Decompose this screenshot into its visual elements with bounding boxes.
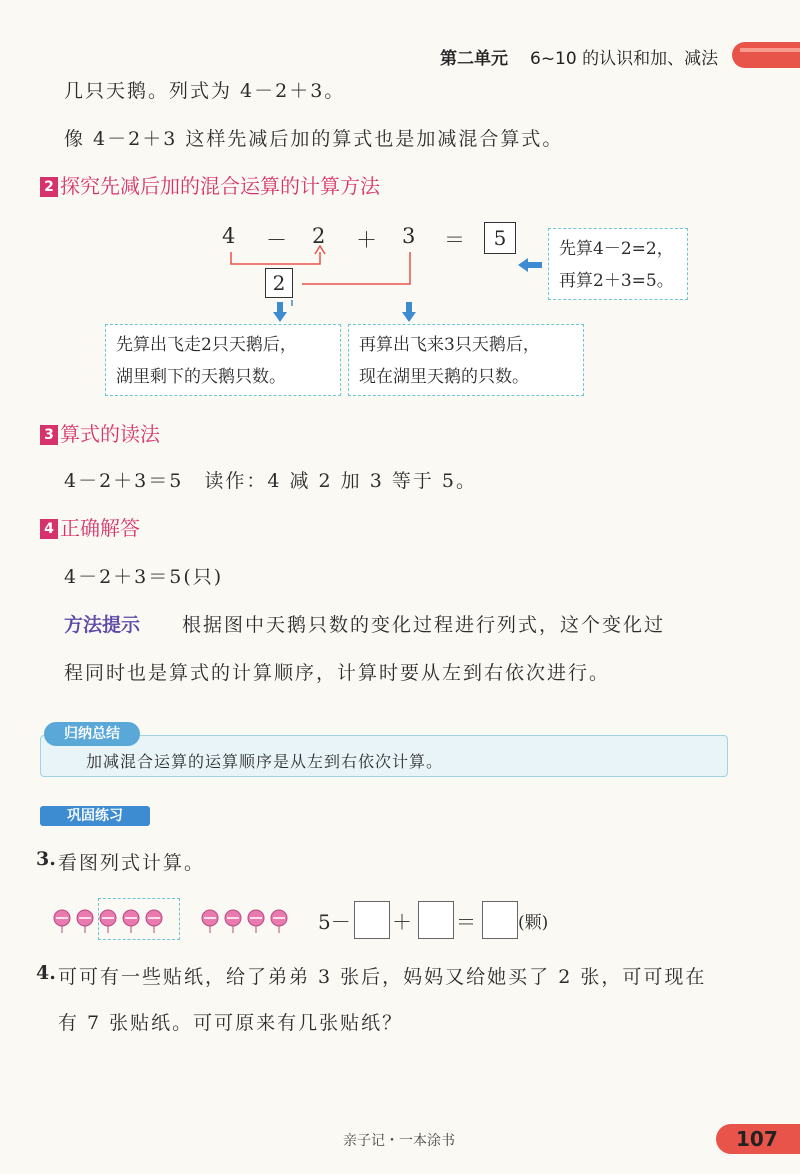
section-4-title: 正确解答	[60, 516, 140, 540]
section-3-heading	[40, 418, 160, 447]
header-ribbon-stripe	[740, 48, 800, 52]
q3-unit: (颗)	[518, 913, 549, 933]
eq-operand-a: 4	[222, 224, 236, 248]
explain-right-line-2: 现在湖里天鹅的只数。	[359, 367, 529, 387]
explain-box-left	[105, 324, 341, 396]
explain-left-line-2: 湖里剩下的天鹅只数。	[116, 367, 286, 387]
q3-equals: ＝	[456, 910, 476, 934]
explain-right-line-1: 再算出飞来3只天鹅后，	[359, 335, 540, 355]
section-4-heading	[40, 512, 140, 541]
down-arrow-icon	[402, 302, 416, 322]
calc-note-line-1: 先算4－2=2，	[559, 239, 674, 259]
intro-line-2: 像 4－2＋3 这样先减后加的算式也是加减混合算式。	[64, 128, 564, 150]
q4-line-2: 有 7 张贴纸。可可原来有几张贴纸？	[58, 1012, 404, 1034]
q3-text: 看图列式计算。	[58, 852, 206, 874]
intro-line-1: 几只天鹅。列式为 4－2＋3。	[64, 80, 346, 102]
unit-subtitle: 6~10 的认识和加、减法	[530, 49, 719, 69]
header-ribbon	[732, 42, 800, 68]
eq-op-minus: －	[266, 228, 287, 252]
intermediate-result-box: 2	[265, 268, 293, 298]
eq-operand-c: 3	[402, 224, 416, 248]
section-3-number: 3	[40, 425, 58, 445]
unit-title: 第二单元	[440, 49, 508, 69]
q3-answer-box-3[interactable]	[482, 901, 518, 939]
tip-line-2: 程同时也是算式的计算顺序，计算时要从左到右依次进行。	[64, 662, 611, 684]
q4-line-1: 可可有一些贴纸，给了弟弟 3 张后，妈妈又给她买了 2 张，可可现在	[58, 966, 707, 988]
eq-result-box: 5	[484, 222, 516, 254]
practice-label: 巩固练习	[40, 806, 150, 826]
eq-op-plus: ＋	[356, 228, 377, 252]
q4-number: 4.	[36, 962, 56, 984]
section-2-title: 探究先减后加的混合运算的计算方法	[60, 174, 380, 198]
q3-answer-box-1[interactable]	[354, 901, 390, 939]
q3-expr-prefix: 5－	[318, 910, 351, 934]
section-2-heading	[40, 170, 380, 199]
explain-left-line-1: 先算出飞走2只天鹅后，	[116, 335, 297, 355]
eq-operand-b: 2	[312, 224, 326, 248]
tip-label: 方法提示	[64, 614, 141, 636]
page-number: 107	[736, 1127, 778, 1151]
tip-line-1: 根据图中天鹅只数的变化过程进行列式，这个变化过	[182, 614, 666, 636]
candy-illustration	[50, 904, 300, 934]
q3-answer-box-2[interactable]	[418, 901, 454, 939]
footer-brand: 亲子记・一本涂书	[343, 1133, 455, 1149]
calc-note-line-2: 再算2＋3=5。	[559, 271, 674, 291]
explain-box-right	[348, 324, 584, 396]
section-3-title: 算式的读法	[60, 422, 160, 446]
down-arrow-icon	[273, 302, 287, 322]
calc-connectors	[220, 240, 420, 310]
answer-text: 4－2＋3＝5(只)	[64, 566, 224, 588]
summary-tag: 归纳总结	[44, 722, 140, 746]
reading-text: 4－2＋3＝5 读作：4 减 2 加 3 等于 5。	[64, 470, 477, 492]
q3-plus: ＋	[392, 910, 412, 934]
q3-number: 3.	[36, 848, 56, 870]
summary-text: 加减混合运算的运算顺序是从左到右依次计算。	[86, 752, 444, 771]
eq-equals: ＝	[444, 228, 465, 252]
calc-note-box	[548, 228, 688, 300]
left-arrow-icon	[518, 258, 544, 272]
section-4-number: 4	[40, 519, 58, 539]
section-2-number: 2	[40, 177, 58, 197]
